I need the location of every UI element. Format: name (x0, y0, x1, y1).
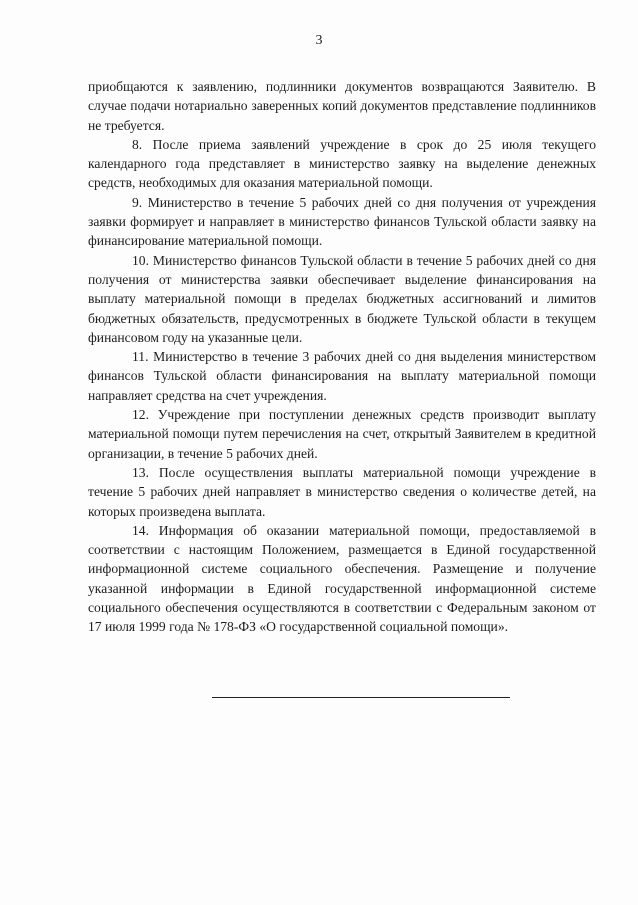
paragraph-continuation: приобщаются к заявлению, подлинники документов возвращаются Заявителю. В случае подачи нотариально заверенных копий документов представление подлинников не требуется. (88, 79, 596, 133)
page-number: 3 (315, 33, 323, 48)
paragraph-12: 12. Учреждение при поступлении денежных средств производит выплату материальной помощи путем перечисления на счет, открытый Заявителем в кредитной организации, в течение 5 рабочих дней. (88, 407, 596, 461)
paragraph-11: 11. Министерство в течение 3 рабочих дней со дня выделения министерством финансов Тульской области финансирования на выплату материальной помощи направляет средства на счет учреждения. (88, 349, 596, 403)
closing-divider-line (212, 697, 510, 698)
paragraph-8: 8. После приема заявлений учреждение в срок до 25 июля текущего календарного года представляет в министерство заявку на выделение денежных средств, необходимых для оказания материальной помощи. (88, 136, 596, 191)
paragraph-14: 14. Информация об оказании материальной помощи, предоставляемой в соответствии с настоящим Положением, размещается в Единой государственной информационной системе социального обеспечения. Размещение и получение указанной информации в Единой государственной информационной системе социального обеспечения осуществляются в соответствии с Федеральным законом от 17 июля 1999 года № 178-ФЗ «О государственной социальной помощи». (88, 522, 596, 635)
paragraph-10: 10. Министерство финансов Тульской области в течение 5 рабочих дней со дня получения от министерства заявки обеспечивает выделение финансирования на выплату материальной помощи в пределах бюджетных ассигнований и лимитов бюджетных обязательств, предусмотренных в бюджете Тульской области в текущем финансовом году на указанные цели. (88, 252, 596, 345)
paragraph-9: 9. Министерство в течение 5 рабочих дней со дня получения от учреждения заявки формирует и направляет в министерство финансов Тульской области заявку на финансирование материальной помощи. (88, 194, 596, 249)
paragraph-13: 13. После осуществления выплаты материальной помощи учреждение в течение 5 рабочих дней направляет в министерство сведения о количестве детей, на которых произведена выплата. (88, 464, 596, 519)
document-body (88, 77, 596, 637)
